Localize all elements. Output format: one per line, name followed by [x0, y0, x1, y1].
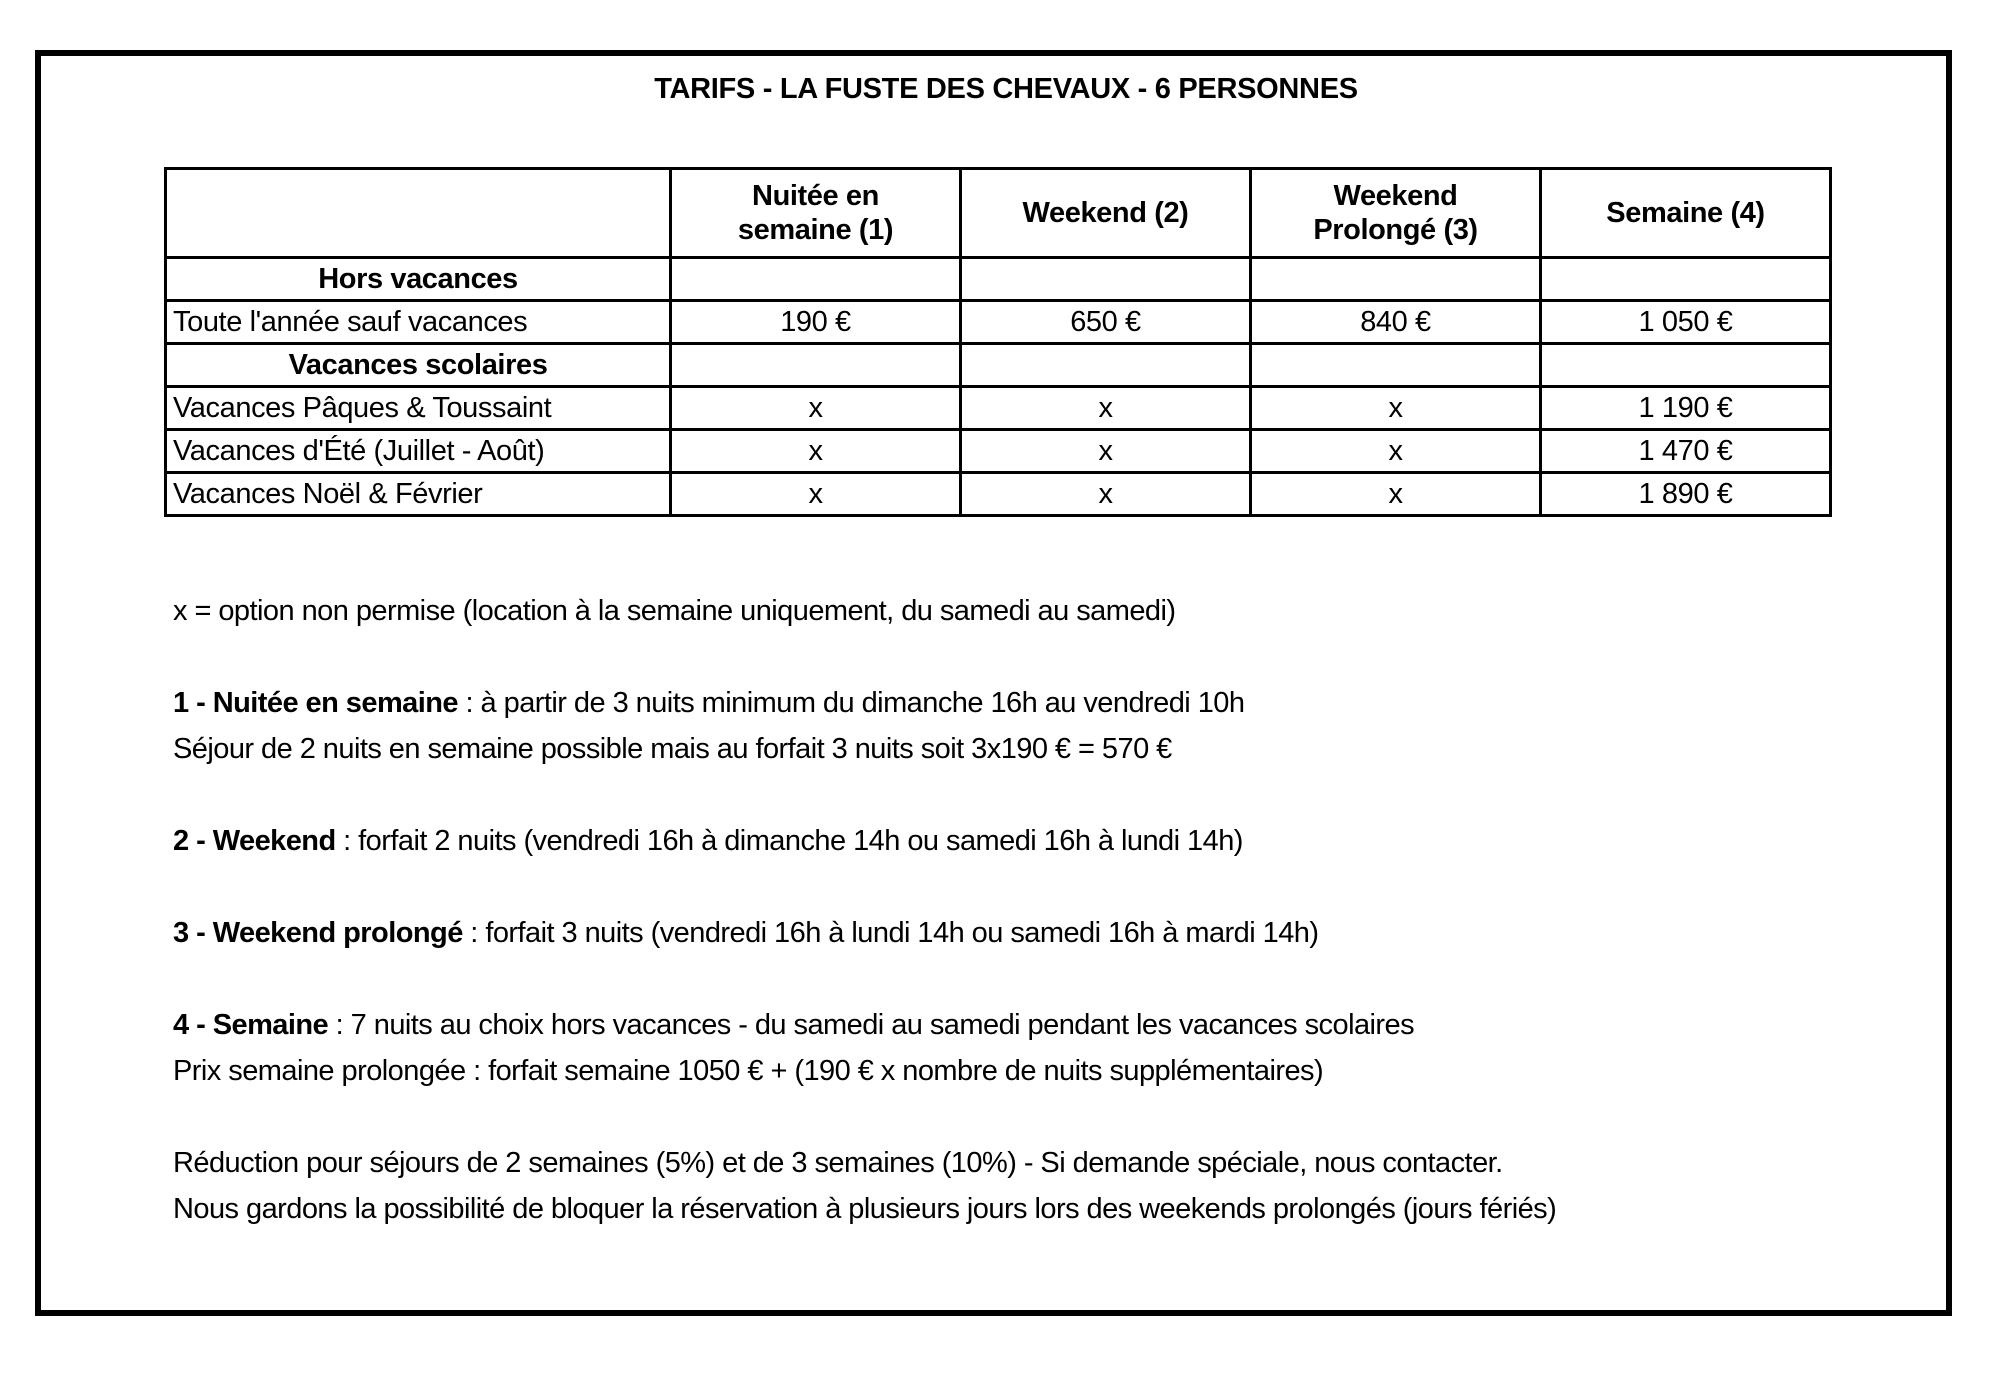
notes-section [173, 588, 1933, 1232]
price-cell: 1 190 € [1541, 387, 1831, 430]
table-cell [671, 258, 961, 301]
tariff-table [164, 167, 1832, 517]
price-cell: x [961, 387, 1251, 430]
note-semaine [173, 1002, 1933, 1048]
table-cell [1251, 344, 1541, 387]
price-cell: 840 € [1251, 301, 1541, 344]
table-cell [961, 258, 1251, 301]
price-cell: x [961, 430, 1251, 473]
note-text: : à partir de 3 nuits minimum du dimanche 16h au vendredi 10h [458, 687, 1245, 719]
header-line: semaine (1) [737, 214, 894, 246]
price-cell: x [671, 387, 961, 430]
header-line: Weekend [1333, 180, 1458, 212]
spacer [173, 772, 1933, 818]
section-label: Vacances scolaires [166, 344, 671, 387]
table-row [166, 387, 1831, 430]
table-row-section-vacances-scolaires [166, 344, 1831, 387]
note-title: 4 - Semaine [173, 1009, 329, 1041]
price-cell: x [671, 473, 961, 516]
note-text: : forfait 3 nuits (vendredi 16h à lundi 14h ou samedi 16h à mardi 14h) [462, 917, 1319, 949]
note-text: : forfait 2 nuits (vendredi 16h à dimanche 14h ou samedi 16h à lundi 14h) [335, 825, 1243, 857]
table-row [166, 301, 1831, 344]
row-label: Vacances Noël & Février [166, 473, 671, 516]
page-title: TARIFS - LA FUSTE DES CHEVAUX - 6 PERSONNES [654, 73, 1358, 105]
row-label: Vacances d'Été (Juillet - Août) [166, 430, 671, 473]
row-label: Vacances Pâques & Toussaint [166, 387, 671, 430]
table-row [166, 473, 1831, 516]
column-header-semaine [1541, 169, 1831, 258]
spacer [173, 864, 1933, 910]
note-weekend-prolonge [173, 910, 1933, 956]
table-cell [1541, 258, 1831, 301]
table-row [166, 430, 1831, 473]
column-header-weekend [961, 169, 1251, 258]
price-cell: x [1251, 473, 1541, 516]
column-header-nuitee [671, 169, 961, 258]
note-semaine-detail: Prix semaine prolongée : forfait semaine 1050 € + (190 € x nombre de nuits supplémentaires) [173, 1055, 1324, 1087]
price-cell: 650 € [961, 301, 1251, 344]
price-cell: x [1251, 430, 1541, 473]
spacer [173, 634, 1933, 680]
price-cell: 190 € [671, 301, 961, 344]
price-cell: 1 890 € [1541, 473, 1831, 516]
spacer [173, 1094, 1933, 1140]
table-cell [961, 344, 1251, 387]
header-line: Prolongé (3) [1313, 214, 1478, 246]
table-row-section-hors-vacances [166, 258, 1831, 301]
price-cell: x [961, 473, 1251, 516]
table-cell [1251, 258, 1541, 301]
column-header-weekend-prolonge [1251, 169, 1541, 258]
note-text: : 7 nuits au choix hors vacances - du samedi au samedi pendant les vacances scolaires [328, 1009, 1415, 1041]
reservation-note: Nous gardons la possibilité de bloquer la réservation à plusieurs jours lors des weekends prolongés (jours fériés) [173, 1193, 1557, 1225]
note-nuitee-detail: Séjour de 2 nuits en semaine possible mais au forfait 3 nuits soit 3x190 € = 570 € [173, 733, 1172, 765]
table-cell [1541, 344, 1831, 387]
table-header-row [166, 169, 1831, 258]
note-title: 1 - Nuitée en semaine [173, 687, 459, 719]
spacer [173, 956, 1933, 1002]
note-nuitee [173, 680, 1933, 726]
table-cell [671, 344, 961, 387]
header-line: Weekend (2) [1022, 197, 1189, 229]
price-cell: x [671, 430, 961, 473]
legend-note: x = option non permise (location à la semaine uniquement, du samedi au samedi) [173, 595, 1176, 627]
price-cell: 1 470 € [1541, 430, 1831, 473]
section-label: Hors vacances [166, 258, 671, 301]
header-line: Semaine (4) [1606, 197, 1765, 229]
column-header-empty [166, 169, 671, 258]
note-title: 2 - Weekend [173, 825, 336, 857]
note-title: 3 - Weekend prolongé [173, 917, 463, 949]
note-weekend [173, 818, 1933, 864]
header-line: Nuitée en [752, 180, 879, 212]
discount-note: Réduction pour séjours de 2 semaines (5%) et de 3 semaines (10%) - Si demande spéciale, nous contacter. [173, 1147, 1503, 1179]
price-cell: x [1251, 387, 1541, 430]
row-label: Toute l'année sauf vacances [166, 301, 671, 344]
price-cell: 1 050 € [1541, 301, 1831, 344]
